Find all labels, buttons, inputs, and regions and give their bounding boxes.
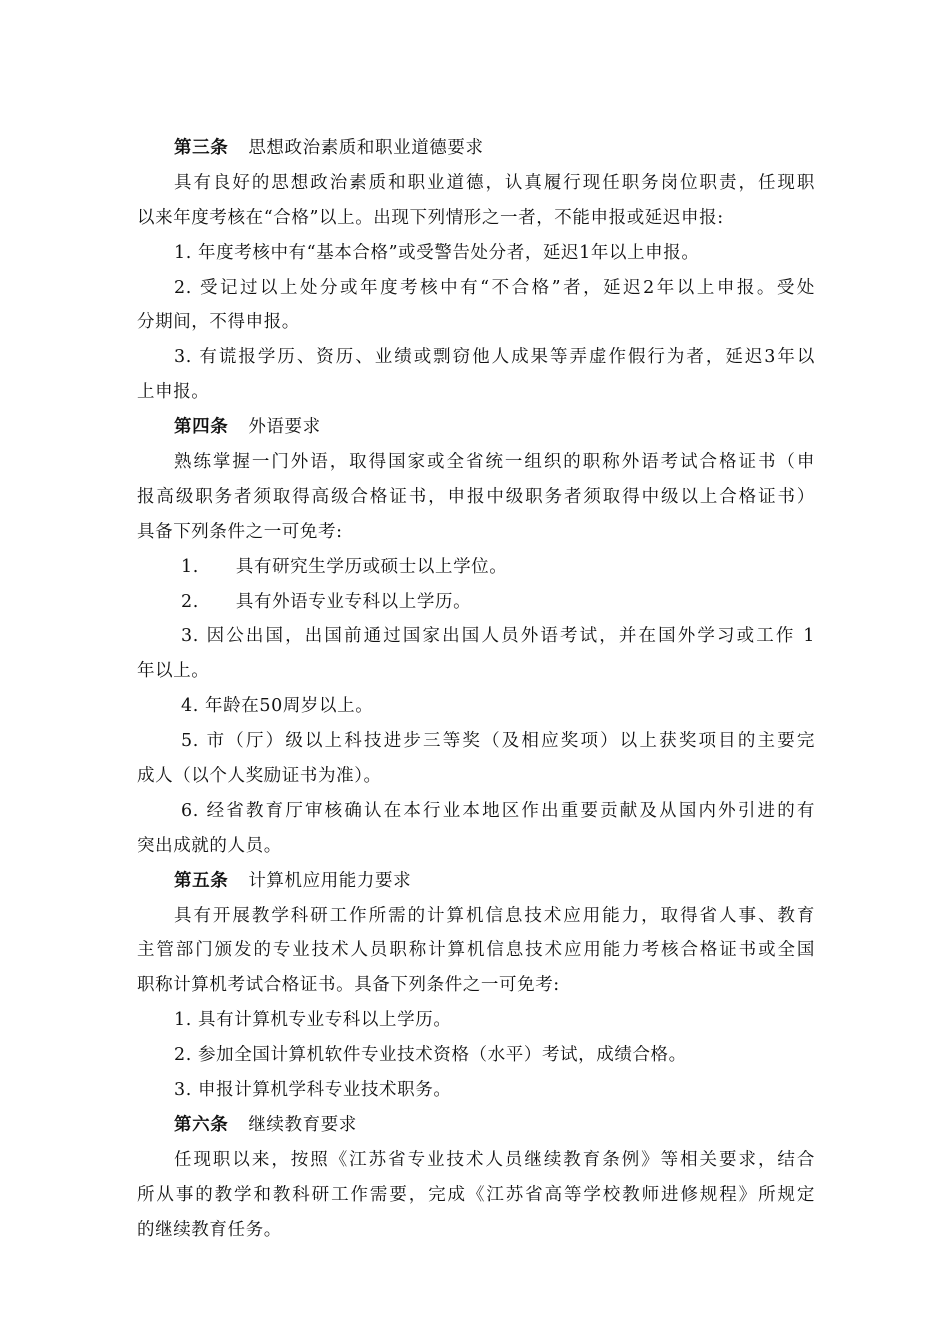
list-item: 6. 经省教育厅审核确认在本行业本地区作出重要贡献及从国内外引进的有 — [181, 800, 815, 821]
paragraph-line: 熟练掌握一门外语，取得国家或全省统一组织的职称外语考试合格证书（申 — [174, 452, 815, 473]
article-4-title: 外语要求 — [248, 417, 321, 438]
list-item: 3. 因公出国，出国前通过国家出国人员外语考试，并在国外学习或工作 1 — [181, 626, 815, 647]
article-6-label: 第六条 — [174, 1114, 229, 1135]
paragraph-line: 报高级职务者须取得高级合格证书，申报中级职务者须取得中级以上合格证书） — [137, 486, 815, 507]
paragraph-line: 以来年度考核在“合格”以上。出现下列情形之一者，不能申报或延迟申报: — [137, 207, 724, 228]
paragraph-line: 分期间，不得申报。 — [137, 312, 300, 333]
paragraph-line: 主管部门颁发的专业技术人员职称计算机信息技术应用能力考核合格证书或全国 — [137, 940, 815, 961]
paragraph-line: 突出成就的人员。 — [137, 835, 282, 856]
article-4-heading — [137, 410, 815, 445]
article-5-heading — [137, 864, 815, 899]
paragraph-line: 具有良好的思想政治素质和职业道德，认真履行现任职务岗位职责，任现职 — [174, 172, 815, 193]
list-item: 1. 具有计算机专业专科以上学历。 — [174, 1010, 452, 1031]
list-item: 3. 申报计算机学科专业技术职务。 — [174, 1080, 452, 1101]
paragraph-line: 上申报。 — [137, 382, 210, 403]
paragraph-line: 所从事的教学和教科研工作需要，完成《江苏省高等学校教师进修规程》所规定 — [137, 1184, 815, 1205]
paragraph-line: 职称计算机考试合格证书。具备下列条件之一可免考: — [137, 975, 560, 996]
list-item: 1. 年度考核中有“基本合格”或受警告处分者，延迟1年以上申报。 — [174, 242, 700, 263]
paragraph-line: 任现职以来，按照《江苏省专业技术人员继续教育条例》等相关要求，结合 — [174, 1149, 815, 1170]
article-5-title: 计算机应用能力要求 — [248, 870, 412, 891]
paragraph-line: 具有开展教学科研工作所需的计算机信息技术应用能力，取得省人事、教育 — [174, 905, 815, 926]
article-6-title: 继续教育要求 — [248, 1114, 357, 1135]
list-item: 5. 市（厅）级以上科技进步三等奖（及相应奖项）以上获奖项目的主要完 — [181, 731, 815, 752]
article-4-label: 第四条 — [174, 417, 229, 438]
article-3-title: 思想政治素质和职业道德要求 — [248, 138, 484, 158]
article-5-label: 第五条 — [174, 870, 229, 891]
list-item: 2. 具有外语专业专科以上学历。 — [181, 591, 472, 612]
list-item: 1. 具有研究生学历或硕士以上学位。 — [181, 556, 508, 577]
list-item: 4. 年龄在50周岁以上。 — [181, 696, 374, 717]
article-3-heading — [137, 131, 815, 166]
document-body — [137, 131, 815, 1248]
list-item: 2. 受记过以上处分或年度考核中有“不合格”者，延迟2年以上申报。受处 — [174, 277, 815, 298]
paragraph-line: 年以上。 — [137, 661, 210, 682]
article-6-heading — [137, 1108, 815, 1143]
paragraph-line: 成人（以个人奖励证书为准）。 — [137, 766, 382, 787]
article-3-label: 第三条 — [174, 138, 229, 158]
paragraph-line: 的继续教育任务。 — [137, 1219, 282, 1240]
paragraph-line: 具备下列条件之一可免考: — [137, 521, 343, 542]
list-item: 3. 有谎报学历、资历、业绩或剽窃他人成果等弄虚作假行为者，延迟3年以 — [174, 347, 815, 368]
list-item: 2. 参加全国计算机软件专业技术资格（水平）考试，成绩合格。 — [174, 1045, 687, 1066]
